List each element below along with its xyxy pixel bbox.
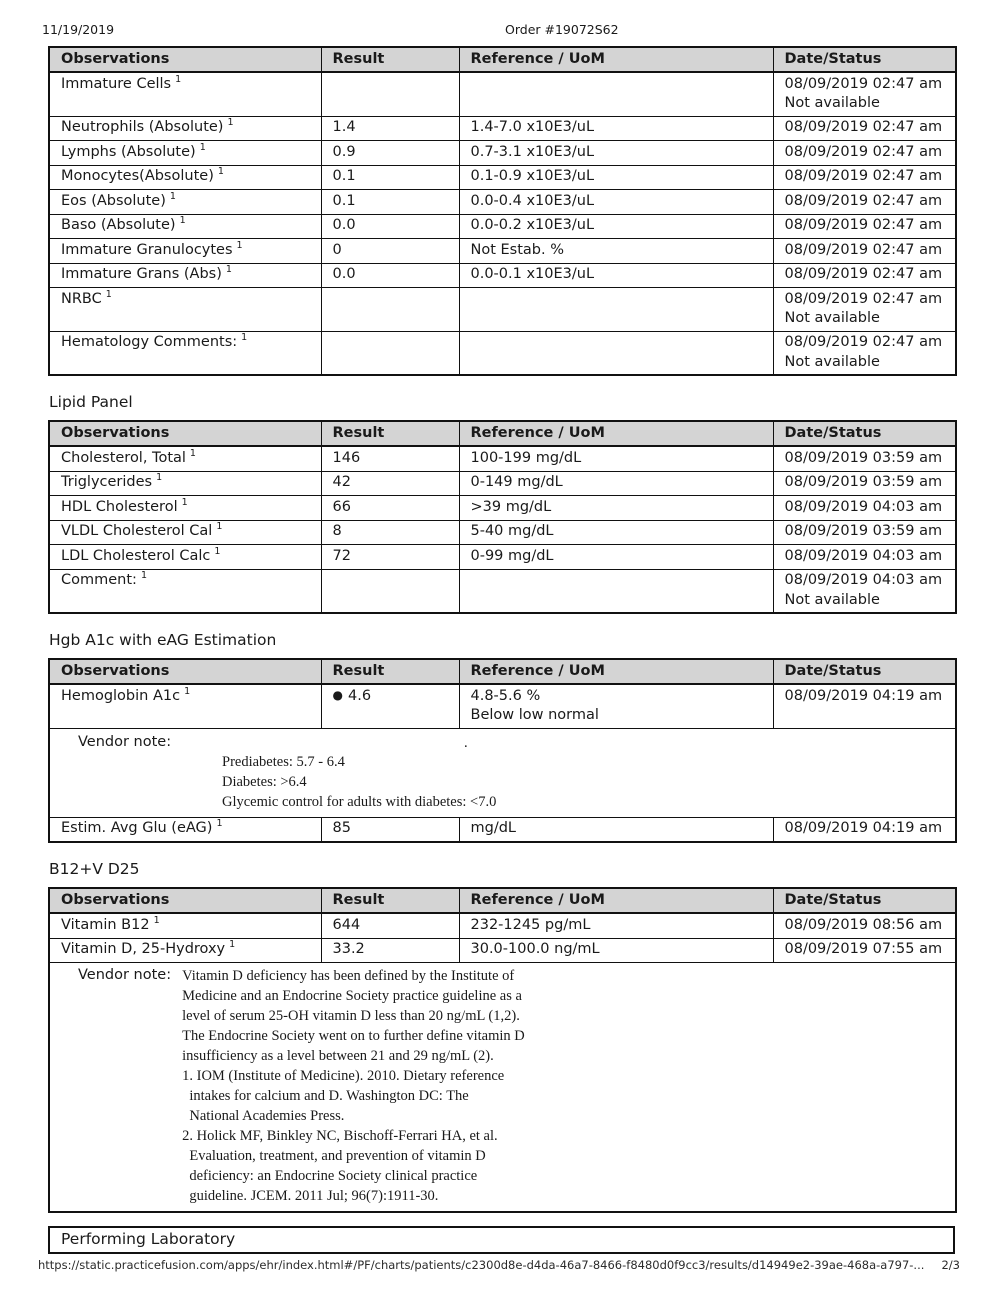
observation-cell [49, 116, 321, 141]
column-header: Reference / UoM [459, 47, 773, 72]
table-header-row [49, 888, 956, 913]
column-header: Date/Status [773, 888, 956, 913]
result-cell [321, 496, 459, 521]
date-status-line: 08/09/2019 02:47 am [784, 217, 943, 233]
vendor-note-label: Vendor note: [78, 733, 172, 750]
vendor-note-line: The Endocrine Society went on to further define vitamin D [182, 1028, 525, 1044]
vendor-note-line: Medicine and an Endocrine Society practice guideline as a [182, 988, 522, 1004]
reference-cell [459, 817, 773, 842]
date-status-cell [773, 288, 956, 332]
section-title: B12+V D25 [49, 860, 140, 878]
observation-cell [49, 913, 321, 938]
performing-laboratory-header: Performing Laboratory [48, 1226, 955, 1254]
vendor-note-line: Diabetes: >6.4 [222, 773, 307, 790]
observation-cell [49, 141, 321, 166]
observation-cell [49, 684, 321, 728]
table-row [49, 72, 956, 116]
date-status-cell [773, 569, 956, 613]
table-header-row [49, 421, 956, 446]
reference-line: 0.1-0.9 x10E3/uL [470, 168, 595, 184]
column-header: Reference / UoM [459, 421, 773, 446]
observation-label: HDL Cholesterol [61, 498, 178, 515]
observation-label: Immature Cells [61, 75, 172, 92]
table-header-row [49, 659, 956, 684]
result-cell [321, 938, 459, 963]
result-cell [321, 263, 459, 288]
observation-cell [49, 288, 321, 332]
date-status-line: Not available [784, 591, 880, 608]
date-status-line: 08/09/2019 04:03 am [784, 572, 943, 588]
date-status-line: 08/09/2019 02:47 am [784, 143, 943, 160]
vendor-note-text [182, 966, 525, 1206]
observation-cell [49, 214, 321, 239]
date-status-cell [773, 141, 956, 166]
table-row [49, 817, 956, 842]
footnote-marker: 1 [241, 332, 248, 344]
date-status-line: 08/09/2019 02:47 am [784, 266, 943, 282]
result-cell [321, 569, 459, 613]
result-cell [321, 214, 459, 239]
footnote-marker: 1 [199, 141, 206, 153]
footnote-marker: 1 [175, 73, 182, 85]
date-status-line: 08/09/2019 02:47 am [784, 241, 943, 258]
section-title: Lipid Panel [49, 393, 133, 411]
date-status-line: 08/09/2019 02:47 am [784, 192, 943, 209]
result-cell [321, 471, 459, 496]
footnote-marker: 1 [156, 472, 163, 484]
result-cell [321, 141, 459, 166]
column-header: Observations [49, 421, 321, 446]
date-status-line: 08/09/2019 02:47 am [784, 75, 943, 92]
result-cell [321, 446, 459, 471]
date-status-cell [773, 116, 956, 141]
observation-label: Hematology Comments: [61, 334, 238, 350]
date-status-cell [773, 165, 956, 190]
observation-label: Vitamin D, 25-Hydroxy [61, 941, 226, 957]
vendor-note-label: Vendor note: [78, 967, 172, 983]
reference-line: 232-1245 pg/mL [470, 916, 591, 933]
observation-cell [49, 72, 321, 116]
result-value: 66 [332, 498, 351, 515]
column-header: Reference / UoM [459, 659, 773, 684]
vendor-note-line: Prediabetes: 5.7 - 6.4 [222, 753, 345, 770]
observation-label: Cholesterol, Total [61, 449, 186, 466]
result-cell [321, 520, 459, 545]
reference-cell [459, 569, 773, 613]
reference-cell [459, 446, 773, 471]
observation-label: Hemoglobin A1c [61, 687, 181, 704]
observation-label: Immature Granulocytes [61, 241, 233, 258]
result-cell [321, 913, 459, 938]
table-row [49, 263, 956, 288]
reference-cell [459, 913, 773, 938]
table-row [49, 728, 956, 817]
result-cell [321, 545, 459, 570]
reference-cell [459, 214, 773, 239]
table-row [49, 288, 956, 332]
date-status-line: Not available [784, 310, 880, 326]
vendor-note-line: 1. IOM (Institute of Medicine). 2010. Dietary reference [182, 1068, 505, 1084]
result-cell [321, 331, 459, 375]
footnote-marker: 1 [214, 545, 221, 557]
reference-line: mg/dL [470, 820, 516, 836]
reference-cell [459, 520, 773, 545]
observation-label: Vitamin B12 [61, 916, 150, 933]
reference-line: 30.0-100.0 ng/mL [470, 941, 600, 957]
results-table [48, 658, 957, 843]
reference-cell [459, 165, 773, 190]
reference-cell [459, 239, 773, 264]
result-value: 72 [332, 547, 351, 564]
date-status-cell [773, 190, 956, 215]
observation-label: Lymphs (Absolute) [61, 143, 196, 160]
vendor-note-line: level of serum 25-OH vitamin D less than 20 ng/mL (1,2). [182, 1008, 520, 1024]
observation-cell [49, 938, 321, 963]
reference-cell [459, 938, 773, 963]
column-header: Result [321, 47, 459, 72]
observation-cell [49, 545, 321, 570]
date-status-line: 08/09/2019 03:59 am [784, 474, 943, 490]
result-cell [321, 190, 459, 215]
result-value: 33.2 [332, 941, 365, 957]
reference-line: 5-40 mg/dL [470, 523, 554, 539]
document-footer [38, 1258, 960, 1272]
reference-line: 0.7-3.1 x10E3/uL [470, 143, 595, 160]
reference-cell [459, 545, 773, 570]
result-value: 8 [332, 523, 342, 539]
reference-line: 0-149 mg/dL [470, 474, 563, 490]
observation-label: NRBC [61, 290, 102, 307]
table-row [49, 938, 956, 963]
result-cell [321, 684, 459, 728]
table-row [49, 963, 956, 1213]
results-sections [48, 46, 955, 1213]
reference-line: Below low normal [470, 707, 599, 723]
table-row [49, 239, 956, 264]
reference-cell [459, 190, 773, 215]
date-status-line: 08/09/2019 08:56 am [784, 916, 943, 933]
result-value: 42 [332, 474, 351, 490]
date-status-line: 08/09/2019 02:47 am [784, 290, 943, 307]
date-status-cell [773, 471, 956, 496]
vendor-note-cell [49, 963, 956, 1213]
date-status-line: 08/09/2019 04:19 am [784, 687, 943, 704]
table-row [49, 496, 956, 521]
footnote-marker: 1 [169, 190, 176, 202]
vendor-note-cell [49, 728, 956, 817]
document-header [42, 20, 955, 38]
column-header: Result [321, 421, 459, 446]
observation-label: Triglycerides [61, 474, 153, 490]
result-value: 0.0 [332, 266, 356, 282]
result-cell [321, 116, 459, 141]
reference-line: 1.4-7.0 x10E3/uL [470, 119, 595, 135]
reference-cell [459, 496, 773, 521]
result-value: 85 [332, 820, 351, 836]
results-table [48, 887, 957, 1213]
vendor-note-line: National Academies Press. [182, 1108, 345, 1124]
footnote-marker: 1 [225, 264, 232, 276]
result-value: 146 [332, 449, 361, 466]
reference-cell [459, 141, 773, 166]
column-header: Date/Status [773, 421, 956, 446]
table-row [49, 545, 956, 570]
footnote-marker: 1 [189, 447, 196, 459]
vendor-note-line: intakes for calcium and D. Washington DC: The [182, 1088, 469, 1104]
date-status-line: 08/09/2019 03:59 am [784, 449, 943, 466]
footnote-marker: 1 [140, 570, 147, 582]
date-status-line: 08/09/2019 04:19 am [784, 820, 943, 836]
date-status-cell [773, 446, 956, 471]
column-header: Reference / UoM [459, 888, 773, 913]
date-status-cell [773, 545, 956, 570]
footer-url: https://static.practicefusion.com/apps/ehr/index.html#/PF/charts/patients/c2300d8e-d4da-46a7-8466-f8480d0f9cc3/results/d14949e2-39ae-468a-a797-... [38, 1258, 925, 1272]
table-row [49, 165, 956, 190]
date-status-cell [773, 214, 956, 239]
observation-label: VLDL Cholesterol Cal [61, 523, 213, 539]
table-row [49, 520, 956, 545]
observation-cell [49, 569, 321, 613]
observation-label: Eos (Absolute) [61, 192, 166, 209]
observation-cell [49, 190, 321, 215]
observation-cell [49, 817, 321, 842]
result-value: 0.1 [332, 192, 356, 209]
column-header: Observations [49, 47, 321, 72]
table-row [49, 331, 956, 375]
reference-line: 0-99 mg/dL [470, 547, 554, 564]
column-header: Date/Status [773, 659, 956, 684]
date-status-line: Not available [784, 95, 880, 111]
vendor-note-line: guideline. JCEM. 2011 Jul; 96(7):1911-30. [182, 1188, 439, 1204]
print-date: 11/19/2019 [42, 22, 115, 37]
date-status-cell [773, 913, 956, 938]
observation-label: Monocytes(Absolute) [61, 168, 214, 184]
vendor-note-line: Glycemic control for adults with diabetes: <7.0 [222, 793, 497, 810]
column-header: Result [321, 888, 459, 913]
vendor-note-header [61, 732, 944, 752]
vendor-note-line: 2. Holick MF, Binkley NC, Bischoff-Ferrari HA, et al. [182, 1128, 498, 1144]
date-status-line: 08/09/2019 02:47 am [784, 119, 943, 135]
observation-label: Baso (Absolute) [61, 217, 176, 233]
table-row [49, 190, 956, 215]
reference-cell [459, 331, 773, 375]
date-status-cell [773, 239, 956, 264]
result-value: 0.1 [332, 168, 356, 184]
date-status-cell [773, 331, 956, 375]
table-row [49, 471, 956, 496]
section-title: Hgb A1c with eAG Estimation [49, 631, 277, 649]
column-header: Observations [49, 888, 321, 913]
table-row [49, 446, 956, 471]
footnote-marker: 1 [216, 521, 223, 533]
result-cell [321, 165, 459, 190]
reference-line: 0.0-0.2 x10E3/uL [470, 217, 595, 233]
date-status-line: 08/09/2019 04:03 am [784, 498, 943, 515]
observation-label: Neutrophils (Absolute) [61, 119, 224, 135]
column-header: Date/Status [773, 47, 956, 72]
observation-cell [49, 496, 321, 521]
table-row [49, 141, 956, 166]
vendor-note-dot: . [464, 734, 468, 751]
footnote-marker: 1 [153, 914, 160, 926]
observation-cell [49, 165, 321, 190]
column-header: Observations [49, 659, 321, 684]
result-cell [321, 72, 459, 116]
result-cell [321, 817, 459, 842]
result-value: 644 [332, 916, 361, 933]
date-status-line: 08/09/2019 02:47 am [784, 168, 943, 184]
date-status-line: 08/09/2019 04:03 am [784, 547, 943, 564]
page-indicator: 2/3 [941, 1258, 960, 1272]
date-status-cell [773, 263, 956, 288]
table-header-row [49, 47, 956, 72]
observation-label: Comment: [61, 572, 137, 588]
result-cell [321, 239, 459, 264]
table-row [49, 116, 956, 141]
vendor-note-body [61, 966, 944, 1206]
footnote-marker: 1 [181, 496, 188, 508]
date-status-cell [773, 72, 956, 116]
footnote-marker: 1 [229, 939, 236, 951]
order-number: Order #19072S62 [505, 22, 619, 37]
footnote-marker: 1 [217, 166, 224, 178]
date-status-cell [773, 496, 956, 521]
observation-cell [49, 239, 321, 264]
observation-label: Estim. Avg Glu (eAG) [61, 820, 213, 836]
vendor-note-line: deficiency: an Endocrine Society clinical practice [182, 1168, 478, 1184]
footnote-marker: 1 [179, 215, 186, 227]
observation-cell [49, 331, 321, 375]
results-table [48, 46, 957, 376]
date-status-line: 08/09/2019 07:55 am [784, 941, 943, 957]
reference-line: Not Estab. % [470, 241, 564, 258]
reference-line: >39 mg/dL [470, 498, 552, 515]
footnote-marker: 1 [227, 117, 234, 129]
abnormal-flag-icon: ● [332, 687, 343, 702]
table-row [49, 684, 956, 728]
table-row [49, 913, 956, 938]
result-value: 0.0 [332, 217, 356, 233]
table-row [49, 569, 956, 613]
date-status-cell [773, 520, 956, 545]
observation-cell [49, 263, 321, 288]
reference-cell [459, 471, 773, 496]
observation-cell [49, 471, 321, 496]
vendor-note-line: Evaluation, treatment, and prevention of vitamin D [182, 1148, 486, 1164]
vendor-note-line: Vitamin D deficiency has been defined by the Institute of [182, 968, 515, 984]
date-status-line: 08/09/2019 03:59 am [784, 523, 943, 539]
reference-cell [459, 116, 773, 141]
footnote-marker: 1 [184, 685, 191, 697]
date-status-cell [773, 684, 956, 728]
vendor-note-line: insufficiency as a level between 21 and 29 ng/mL (2). [182, 1048, 494, 1064]
table-row [49, 214, 956, 239]
results-table [48, 420, 957, 614]
observation-cell [49, 520, 321, 545]
reference-cell [459, 72, 773, 116]
reference-cell [459, 684, 773, 728]
reference-line: 100-199 mg/dL [470, 449, 582, 466]
result-value: 0 [332, 241, 342, 258]
reference-line: 0.0-0.1 x10E3/uL [470, 266, 595, 282]
reference-line: 0.0-0.4 x10E3/uL [470, 192, 595, 209]
footnote-marker: 1 [105, 288, 112, 300]
reference-cell [459, 288, 773, 332]
date-status-line: 08/09/2019 02:47 am [784, 334, 943, 350]
vendor-note-text [222, 752, 944, 812]
date-status-line: Not available [784, 353, 880, 370]
result-value: 1.4 [332, 119, 356, 135]
date-status-cell [773, 817, 956, 842]
observation-cell [49, 446, 321, 471]
date-status-cell [773, 938, 956, 963]
result-value: 0.9 [332, 143, 356, 160]
reference-cell [459, 263, 773, 288]
footnote-marker: 1 [236, 239, 243, 251]
footnote-marker: 1 [216, 818, 223, 830]
result-value: 4.6 [347, 687, 372, 704]
observation-label: LDL Cholesterol Calc [61, 547, 211, 564]
observation-label: Immature Grans (Abs) [61, 266, 222, 282]
result-cell [321, 288, 459, 332]
column-header: Result [321, 659, 459, 684]
reference-line: 4.8-5.6 % [470, 687, 541, 704]
